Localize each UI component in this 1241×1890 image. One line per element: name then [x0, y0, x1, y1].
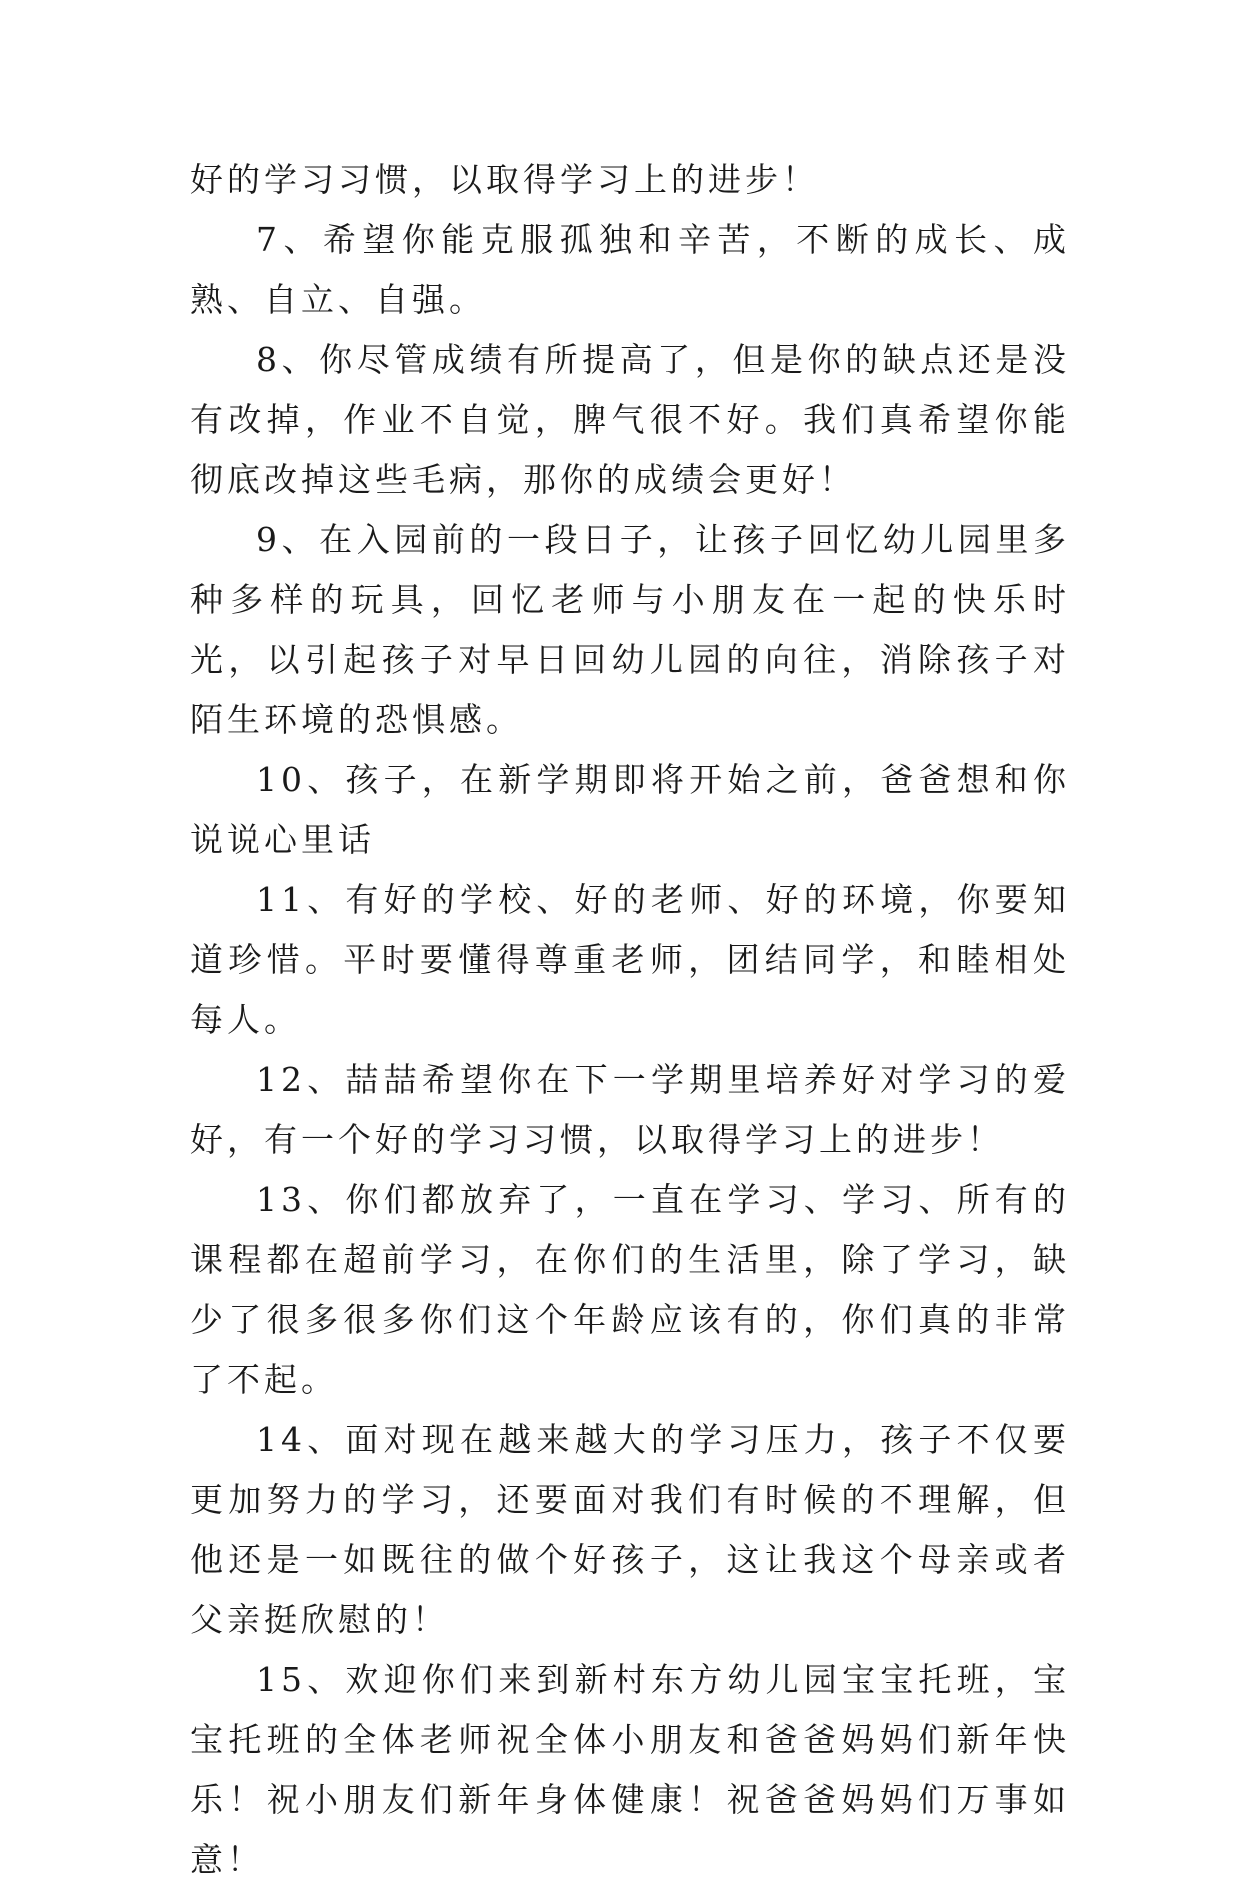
paragraph: 9、在入园前的一段日子，让孩子回忆幼儿园里多种多样的玩具，回忆老师与小朋友在一起的快乐时光，以引起孩子对早日回幼儿园的向往，消除孩子对陌生环境的恐惧感。: [190, 520, 1070, 739]
paragraph: 10、孩子，在新学期即将开始之前，爸爸想和你说说心里话: [190, 760, 1070, 859]
paragraph: 12、喆喆希望你在下一学期里培养好对学习的爱好，有一个好的学习习惯，以取得学习上的进步！: [190, 1060, 1070, 1159]
paragraph: 8、你尽管成绩有所提高了，但是你的缺点还是没有改掉，作业不自觉，脾气很不好。我们真希望你能彻底改掉这些毛病，那你的成绩会更好！: [190, 340, 1070, 499]
paragraph: 14、面对现在越来越大的学习压力，孩子不仅要更加努力的学习，还要面对我们有时候的不理解，但他还是一如既往的做个好孩子，这让我这个母亲或者父亲挺欣慰的！: [190, 1420, 1070, 1639]
paragraph: 15、欢迎你们来到新村东方幼儿园宝宝托班，宝宝托班的全体老师祝全体小朋友和爸爸妈妈们新年快乐！祝小朋友们新年身体健康！祝爸爸妈妈们万事如意！: [190, 1660, 1070, 1879]
document-body: [190, 150, 1070, 1890]
paragraph: 好的学习习惯，以取得学习上的进步！: [190, 160, 819, 199]
paragraph: 7、希望你能克服孤独和辛苦，不断的成长、成熟、自立、自强。: [190, 220, 1070, 319]
paragraph: 13、你们都放弃了，一直在学习、学习、所有的课程都在超前学习，在你们的生活里，除了学习，缺少了很多很多你们这个年龄应该有的，你们真的非常了不起。: [190, 1180, 1070, 1399]
paragraph: 11、有好的学校、好的老师、好的环境，你要知道珍惜。平时要懂得尊重老师，团结同学，和睦相处每人。: [190, 880, 1070, 1039]
